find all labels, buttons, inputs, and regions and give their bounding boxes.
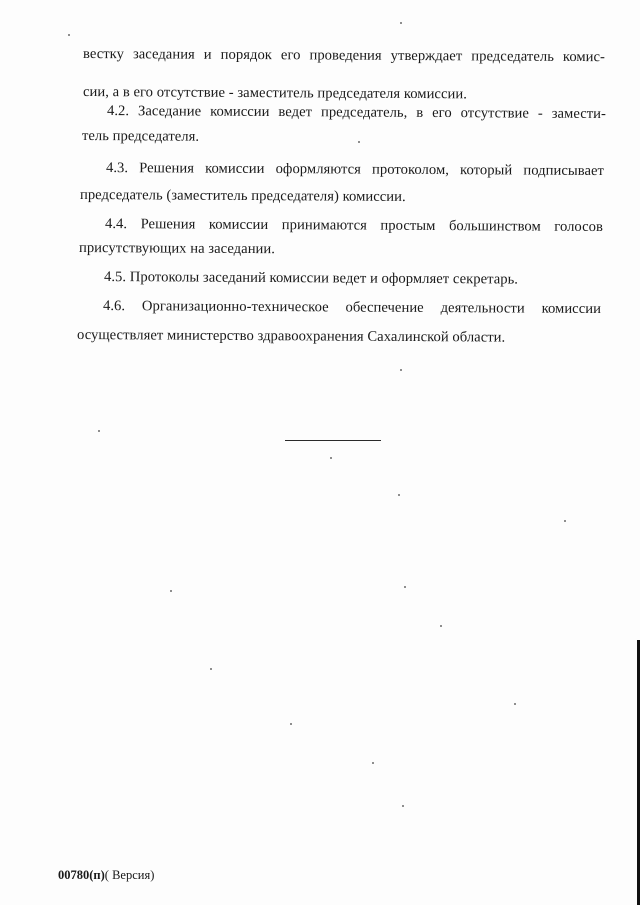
- scan-speck: [290, 723, 292, 725]
- paragraph-4-1-line-1: вестку заседания и порядок его проведения утверждает председатель комис-: [82, 46, 606, 66]
- footer-document-code: 00780(п): [58, 868, 105, 882]
- scan-speck: [372, 762, 374, 764]
- paragraph-4-4-line-1: 4.4. Решения комиссии принимаются простым большинством голосов: [104, 216, 604, 236]
- scan-speck: [330, 457, 332, 459]
- scan-speck: [514, 703, 516, 705]
- scan-speck: [210, 668, 212, 670]
- scan-speck: [170, 590, 172, 592]
- footer-version-text: ( Версия): [104, 868, 155, 882]
- scan-speck: [358, 141, 360, 143]
- paragraph-4-4-line-2: присутствующих на заседании.: [78, 240, 276, 258]
- scan-speck: [400, 22, 402, 24]
- paragraph-4-5: 4.5. Протоколы заседаний комиссии ведет и оформляет секретарь.: [103, 269, 519, 288]
- scan-speck: [98, 430, 100, 432]
- scan-speck: [404, 586, 406, 588]
- scan-speck: [564, 520, 566, 522]
- paragraph-4-3-line-1: 4.3. Решения комиссии оформляются протоколом, который подписывает: [105, 160, 605, 180]
- paragraph-4-6-line-1: 4.6. Организационно-техническое обеспечение деятельности комиссии: [102, 298, 602, 318]
- end-divider-line: [285, 440, 381, 441]
- paragraph-4-2-line-1: 4.2. Заседание комиссии ведет председатель, в его отсутствие - замести-: [106, 103, 607, 123]
- paragraph-4-1-line-2: сии, а в его отсутствие - заместитель председателя комиссии.: [82, 84, 467, 103]
- footer-version-label: [58, 868, 154, 883]
- scan-speck: [402, 805, 404, 807]
- paragraph-4-6-line-2: осуществляет министерство здравоохранения Сахалинской области.: [76, 327, 506, 346]
- paragraph-4-2-line-2: тель председателя.: [81, 128, 200, 145]
- scan-speck: [68, 34, 70, 36]
- scan-speck: [400, 369, 402, 371]
- scan-speck: [398, 494, 400, 496]
- paragraph-4-3-line-2: председатель (заместитель председателя) комиссии.: [79, 187, 406, 205]
- scan-speck: [440, 625, 442, 627]
